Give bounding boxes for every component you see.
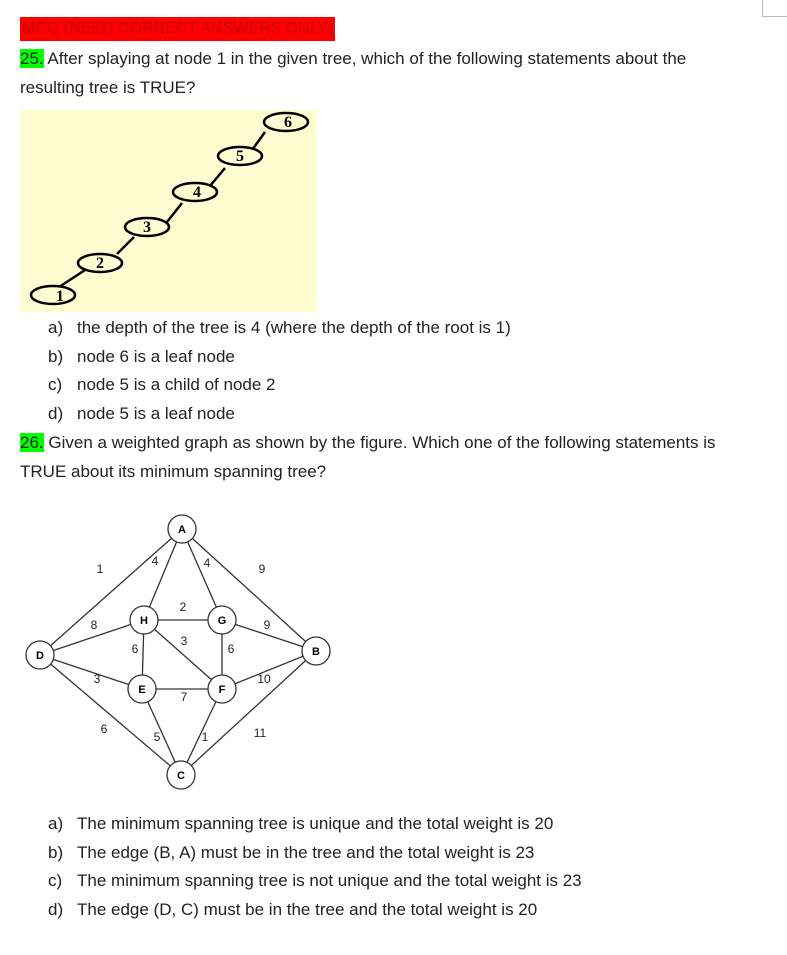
q25-option-a[interactable]: [48, 314, 511, 343]
q25-option-b[interactable]: [48, 343, 511, 372]
q26-option-a-text: The minimum spanning tree is unique and the total weight is 20: [77, 814, 554, 833]
q25-number: 25.: [20, 49, 44, 68]
q26-text-line1: Given a weighted graph as shown by the figure. Which one of the following statements is: [43, 433, 716, 452]
graph-edge-weight-F-C: 1: [201, 730, 209, 744]
q25-text-line1: After splaying at node 1 in the given tree, which of the following statements about the: [43, 49, 687, 68]
q26-option-a[interactable]: [48, 810, 582, 839]
q25-option-a-text: the depth of the tree is 4 (where the depth of the root is 1): [77, 318, 511, 337]
q26-option-a-letter: a): [48, 814, 64, 833]
graph-edge-G-A: [179, 529, 222, 620]
graph-edge-weight-H-G: 2: [179, 600, 187, 614]
q25-option-c[interactable]: [48, 371, 511, 400]
graph-edge-H-A: [144, 529, 182, 620]
tree-edge-3-4: [167, 203, 182, 222]
tree-edge-5-6: [252, 132, 265, 150]
graph-edge-weight-G-B: 9: [263, 618, 271, 632]
graph-node-label-A: A: [178, 524, 186, 536]
graph-node-label-C: C: [177, 770, 185, 782]
q26-option-d-letter: d): [48, 900, 64, 920]
q26-question: [20, 428, 770, 486]
graph-edge-weight-C-B: 11: [253, 726, 267, 740]
graph-edge-weight-D-E: 3: [93, 672, 101, 686]
graph-node-label-D: D: [36, 650, 44, 662]
graph-edge-weight-F-B: 10: [257, 672, 271, 686]
graph-edge-weight-E-F: 7: [180, 690, 188, 704]
tree-edge-4-5: [210, 168, 225, 186]
graph-edge-weight-H-F: 3: [180, 634, 188, 648]
graph-node-label-F: F: [218, 684, 226, 696]
q26-options: [48, 810, 582, 925]
q26-option-b-text: The edge (B, A) must be in the tree and the total weight is 23: [77, 842, 535, 862]
q26-number: 26.: [20, 433, 44, 452]
q25-option-d-letter: d): [48, 404, 64, 424]
q25-option-c-text: node 5 is a child of node 2: [77, 375, 276, 395]
q25-option-b-letter: b): [48, 346, 64, 366]
q25-text-line2: resulting tree is TRUE?: [20, 78, 196, 97]
q25-option-a-letter: a): [48, 318, 64, 337]
graph-edge-weight-A-B: 9: [258, 562, 266, 576]
graph-edge-D-C: [40, 655, 181, 775]
tree-node-5: 5: [236, 148, 244, 165]
q25-option-c-letter: c): [48, 375, 63, 395]
graph-edge-weight-G-A: 4: [203, 556, 211, 570]
tree-node-3: 3: [143, 219, 151, 236]
q26-option-c-letter: c): [48, 871, 63, 891]
graph-edge-weight-H-A: 4: [151, 554, 159, 568]
graph-edge-weight-H-E: 6: [131, 642, 139, 656]
graph-edge-weight-E-C: 5: [153, 730, 161, 744]
graph-edge-H-F: [144, 620, 222, 689]
graph-node-label-G: G: [217, 615, 227, 627]
tree-node-4: 4: [193, 184, 201, 201]
graph-edge-A-B: [179, 529, 316, 651]
q25-option-d-text: node 5 is a leaf node: [77, 404, 235, 424]
tree-node-1: 1: [56, 288, 64, 305]
q26-option-b-letter: b): [48, 842, 64, 862]
graph-edge-weight-D-C: 6: [100, 722, 108, 736]
tree-node-2: 2: [96, 255, 104, 272]
q25-options: [48, 314, 511, 429]
graph-node-label-B: B: [312, 646, 320, 658]
tree-node-6: 6: [284, 114, 292, 131]
q26-option-c[interactable]: [48, 867, 582, 896]
graph-edge-D-A: [40, 529, 182, 655]
tree-edge-2-3: [117, 237, 134, 254]
weighted-graph-figure: [20, 505, 340, 795]
graph-edge-C-B: [181, 651, 316, 775]
graph-node-label-H: H: [140, 615, 148, 627]
q26-option-c-text: The minimum spanning tree is not unique and the total weight is 23: [77, 871, 582, 891]
splay-tree-figure: [20, 110, 317, 312]
graph-edge-weight-D-H: 8: [90, 618, 98, 632]
q25-option-b-text: node 6 is a leaf node: [77, 346, 235, 366]
graph-edge-weight-D-A: 1: [96, 562, 104, 576]
q26-option-b[interactable]: [48, 839, 582, 868]
page-corner-mark: [762, 0, 787, 17]
q26-text-line2: TRUE about its minimum spanning tree?: [20, 462, 327, 481]
graph-node-label-E: E: [138, 684, 146, 696]
graph-edge-weight-G-F: 6: [227, 642, 235, 656]
instruction-banner: MCQ (NEED CORRECT ANSWERS ONLY): [20, 17, 335, 41]
q25-option-d[interactable]: [48, 400, 511, 429]
q26-option-d-text: The edge (D, C) must be in the tree and the total weight is 20: [77, 900, 538, 920]
q26-option-d[interactable]: [48, 896, 582, 925]
graph-edge-D-E: [40, 655, 142, 689]
q25-question: [20, 44, 770, 102]
